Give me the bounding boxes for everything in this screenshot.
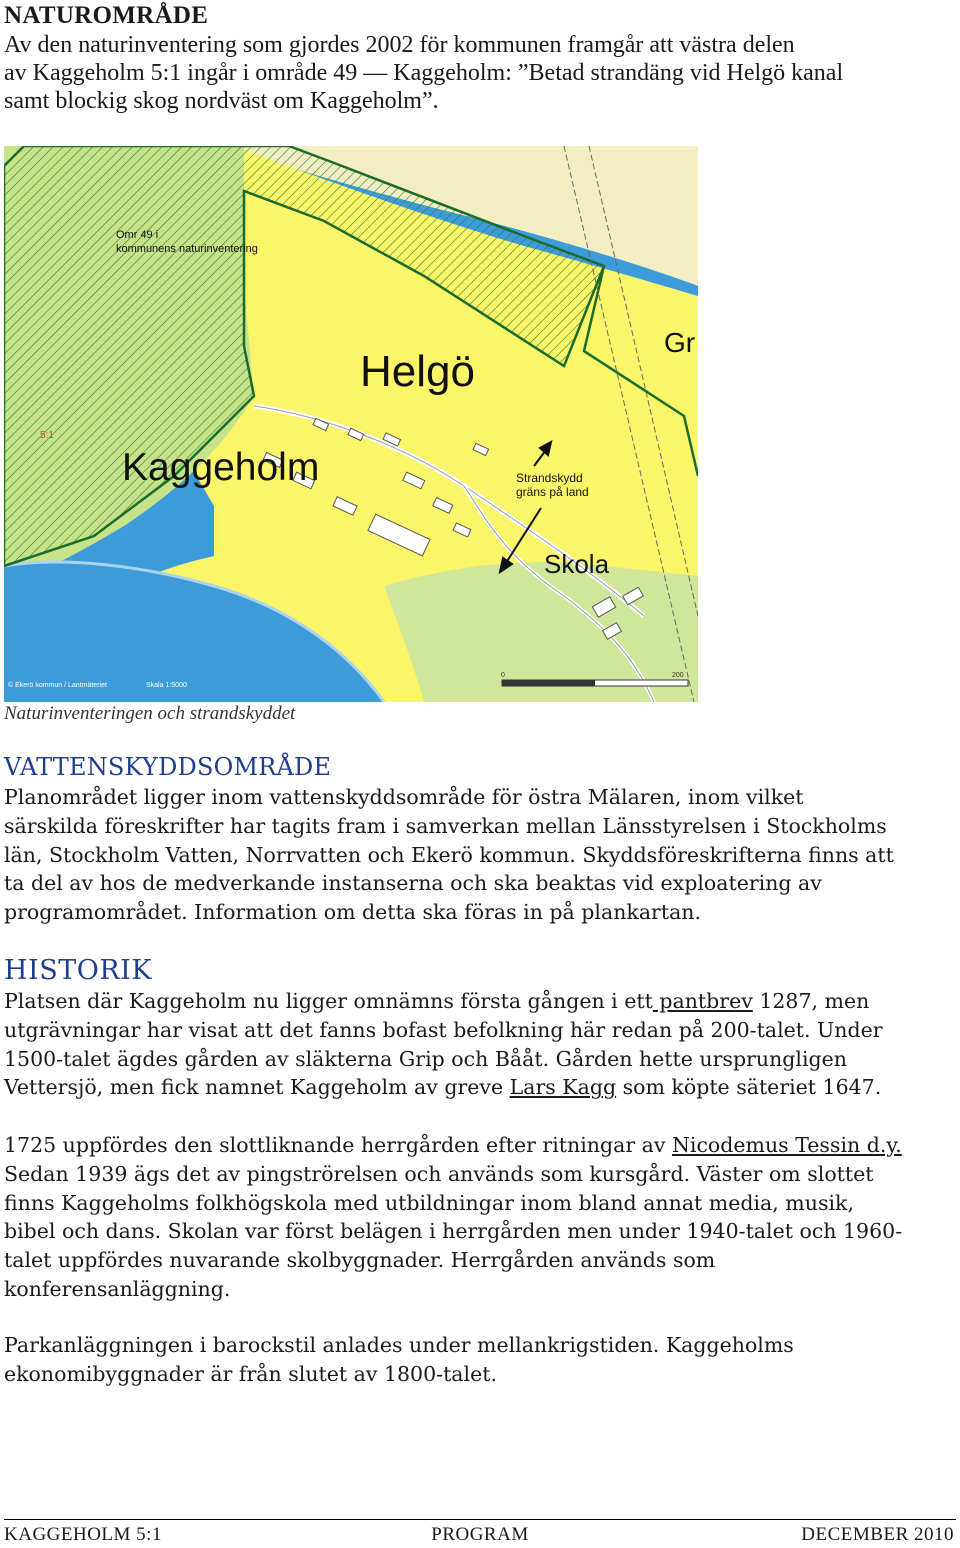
section-heading-vattenskydd: VATTENSKYDDSOMRÅDE (4, 753, 332, 781)
footer-center: PROGRAM (431, 1524, 529, 1545)
historik-paragraph-3 (4, 1331, 794, 1389)
text-line: Planområdet ligger inom vattenskyddsområde för östra Mälaren, inom vilket (4, 785, 804, 809)
text-line: av Kaggeholm 5:1 ingår i område 49 — Kaggeholm: ”Betad strandäng vid Helgö kanal (4, 60, 844, 86)
link-nicodemus-tessin[interactable]: Nicodemus Tessin d.y. (671, 1133, 902, 1157)
text-line (4, 1073, 883, 1102)
label-helgo: Helgö (360, 347, 475, 396)
text-line: Parkanläggningen i barockstil anlades under mellankrigstiden. Kaggeholms (4, 1333, 794, 1357)
footer-rule (4, 1519, 956, 1520)
link-lars-kagg[interactable]: Lars Kagg (509, 1075, 617, 1100)
text-line (4, 987, 883, 1016)
scale-max: 200 (672, 672, 684, 679)
section-heading-naturomrade: NATUROMRÅDE (4, 2, 209, 29)
link-pantbrev[interactable]: pantbrev (652, 989, 753, 1013)
text-segment: 1287, men (752, 989, 870, 1013)
vattenskydd-paragraph (4, 783, 894, 927)
text-line: bibel och dans. Skolan var först belägen i herrgården men under 1940-talet och 1960- (4, 1219, 903, 1244)
section-heading-historik: HISTORIK (4, 955, 153, 986)
label-strandskydd: Strandskydd (516, 471, 583, 485)
text-segment: Vettersjö, men fick namnet Kaggeholm av greve (4, 1075, 510, 1100)
footer-left: KAGGEHOLM 5:1 (4, 1524, 162, 1545)
map-copyright: © Ekerö kommun / Lantmäteriet (8, 682, 107, 689)
naturomrade-paragraph (4, 31, 843, 115)
label-strandskydd-sub: gräns på land (516, 485, 589, 499)
text-line: finns Kaggeholms folkhögskola med utbildningar inom bland annat media, musik, (4, 1190, 854, 1215)
text-line: konferensanläggning. (4, 1276, 231, 1301)
label-kaggeholm: Kaggeholm (122, 446, 320, 489)
text-line: programområdet. Information om detta ska föras in på plankartan. (4, 900, 702, 925)
text-line: Sedan 1939 ägs det av pingströrelsen och används som kursgård. Väster om slottet (4, 1161, 874, 1186)
label-parcel: 5:1 (40, 430, 54, 441)
text-line: utgrävningar har visat att det fanns bofast befolkning här redan på 200-talet. Under (4, 1017, 883, 1042)
nature-inventory-map (4, 146, 698, 702)
label-omr-49-sub: kommunens naturinventering (116, 243, 258, 255)
label-omr-49: Omr 49 i (116, 229, 159, 241)
text-segment: Platsen där Kaggeholm nu ligger omnämns första gången i ett (4, 989, 653, 1013)
text-line: särskilda föreskrifter har tagits fram i samverkan mellan Länsstyrelsen i Stockholms (4, 813, 887, 838)
scale-zero: 0 (501, 672, 505, 679)
text-line: 1500-talet ägdes gården av släkterna Grip och Bååt. Gården hette ursprungligen (4, 1046, 847, 1071)
label-skola: Skola (544, 549, 610, 579)
text-segment: som köpte säteriet 1647. (616, 1075, 882, 1100)
label-gr: Gr (664, 327, 696, 358)
map-graphic (4, 146, 698, 702)
text-line: talet uppfördes nuvarande skolbyggnader. Herrgården används som (4, 1248, 716, 1273)
map-caption: Naturinventeringen och strandskyddet (4, 703, 296, 724)
historik-paragraph-1 (4, 987, 883, 1102)
footer-right: DECEMBER 2010 (801, 1524, 954, 1545)
text-line (4, 1131, 902, 1160)
text-line: Av den naturinventering som gjordes 2002 för kommunen framgår att västra delen (4, 32, 795, 58)
text-line: län, Stockholm Vatten, Norrvatten och Ekerö kommun. Skyddsföreskrifterna finns att (4, 842, 894, 867)
text-line: ta del av hos de medverkande instanserna och ska beaktas vid exploatering av (4, 871, 822, 896)
text-line: samt blockig skog nordväst om Kaggeholm”. (4, 88, 439, 114)
text-segment: 1725 uppfördes den slottliknande herrgården efter ritningar av (4, 1133, 672, 1157)
text-line: ekonomibyggnader är från slutet av 1800-talet. (4, 1361, 497, 1386)
map-scale-text: Skala 1:5000 (146, 682, 187, 689)
historik-paragraph-2 (4, 1131, 902, 1304)
